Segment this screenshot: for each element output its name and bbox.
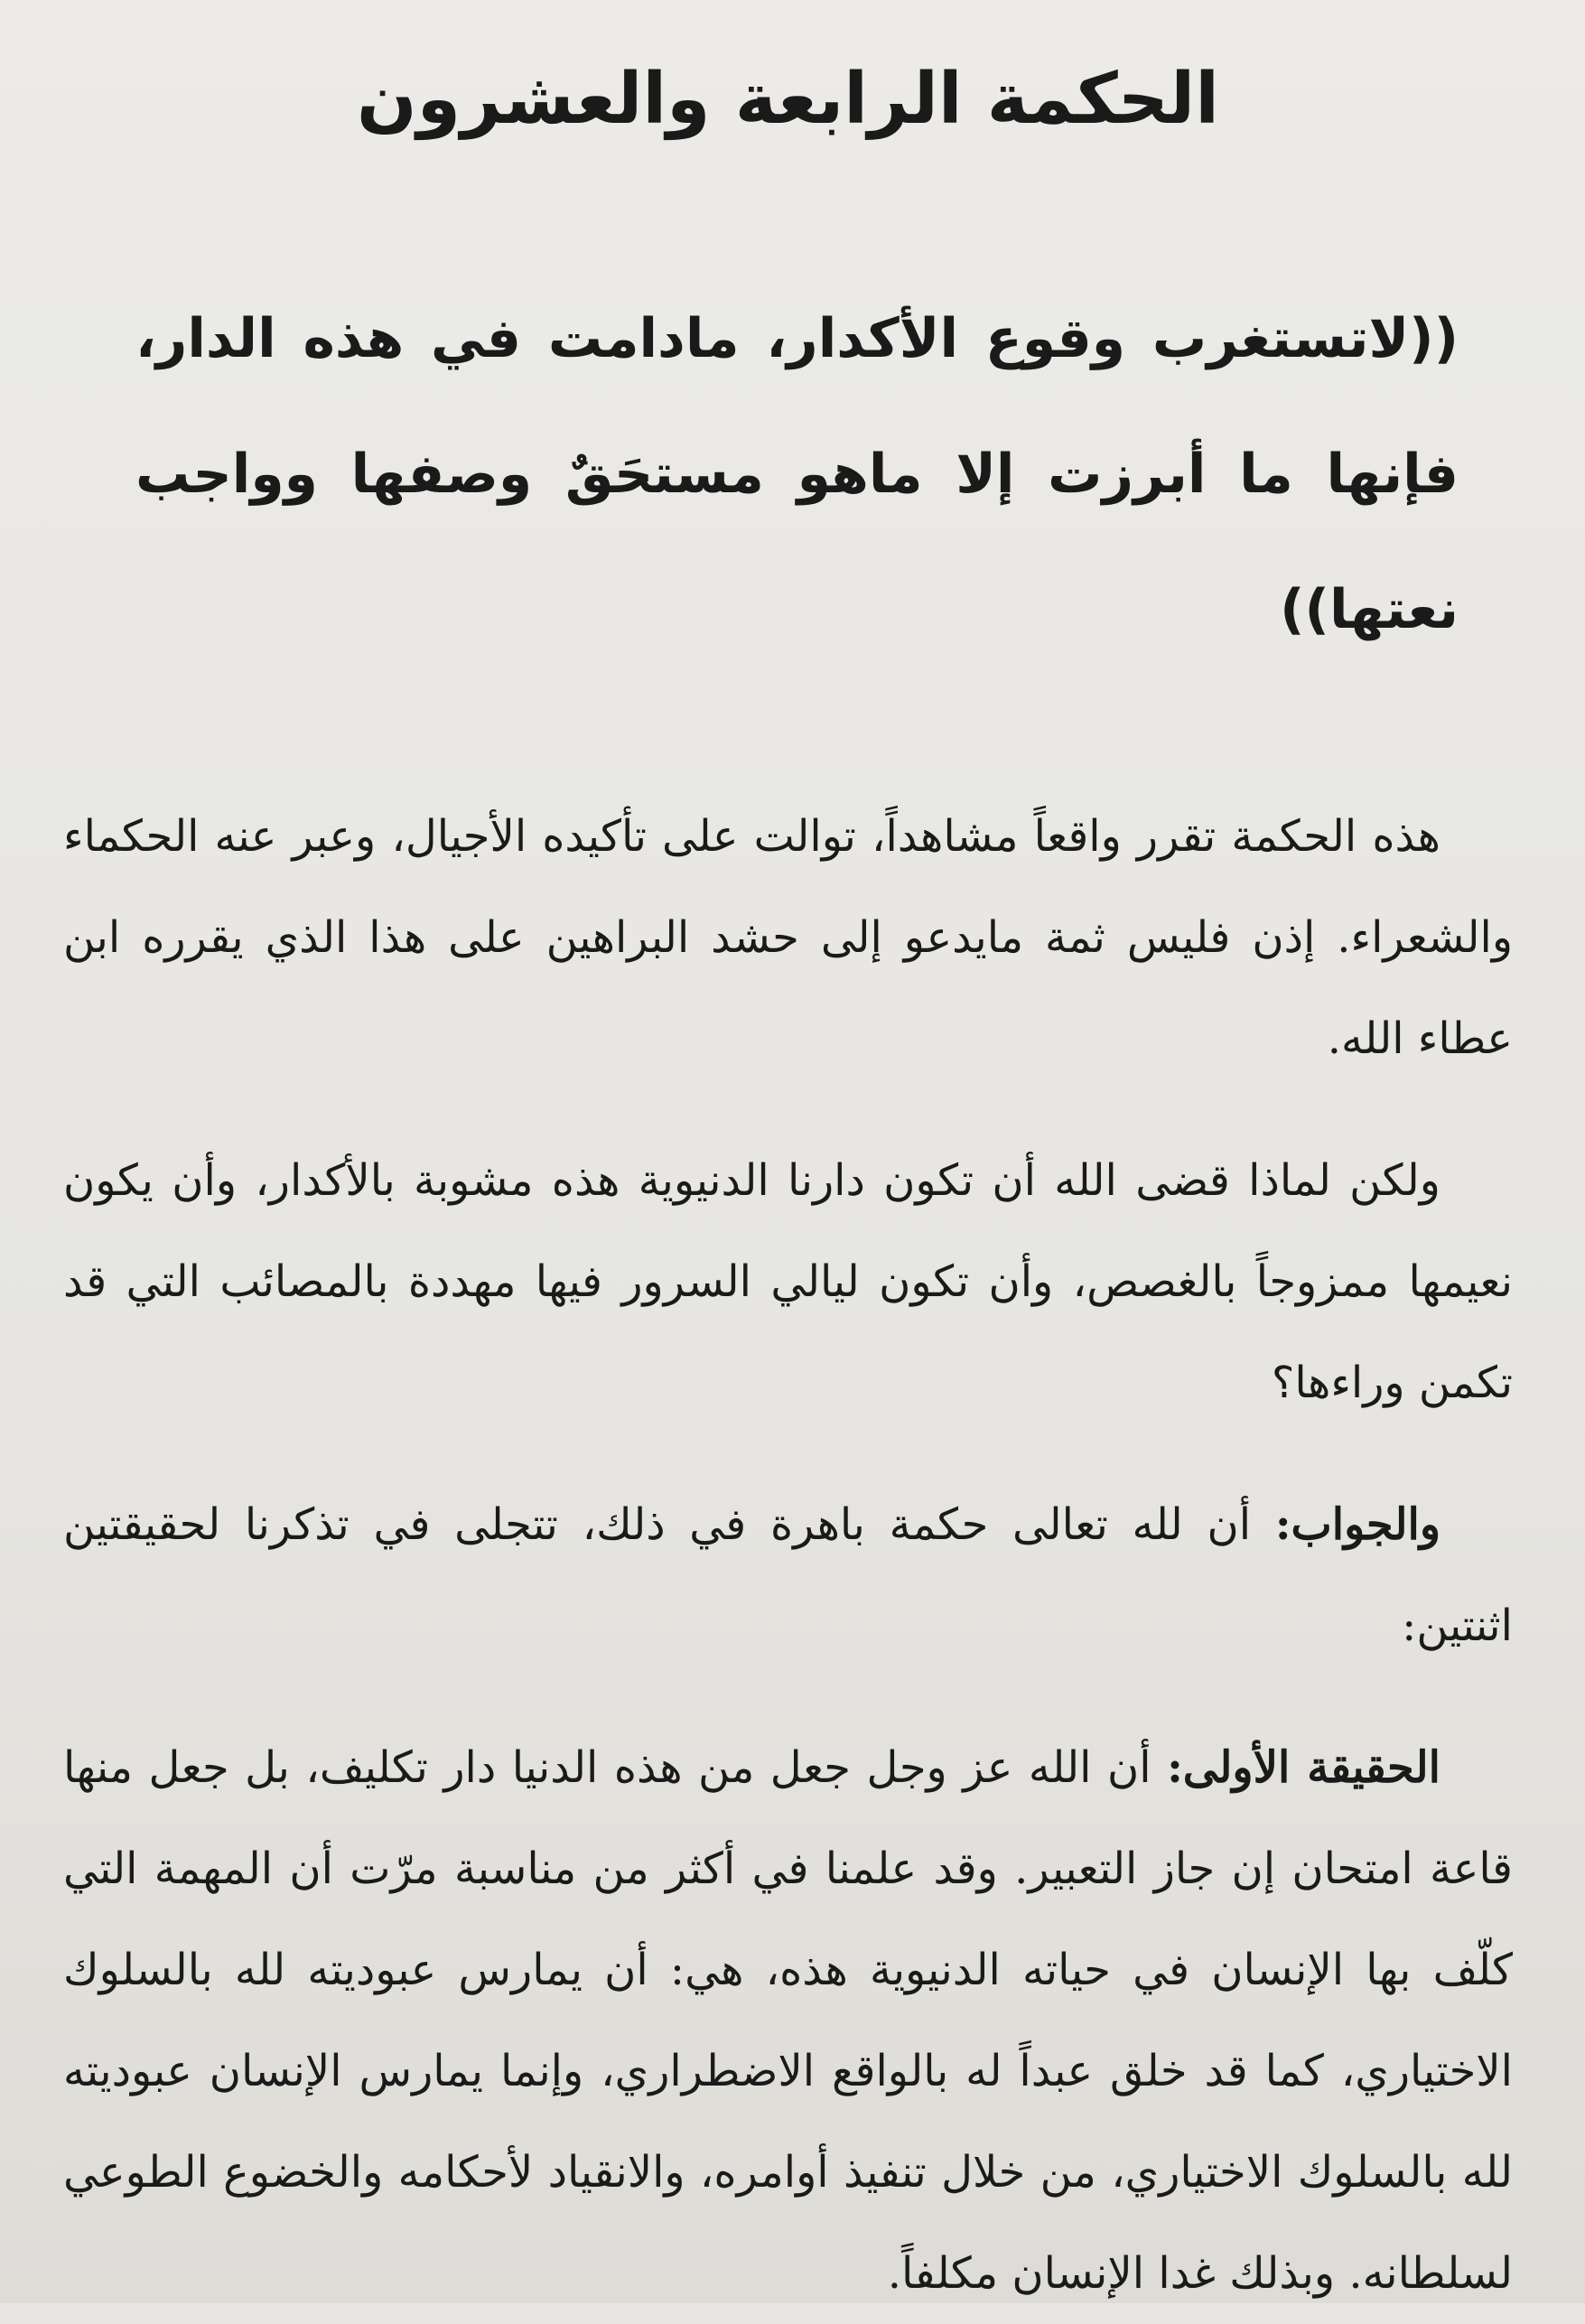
paragraph-4 — [63, 1717, 1513, 2324]
paragraph-4-text: أن الله عز وجل جعل من هذه الدنيا دار تكليف، بل جعل منها قاعة امتحان إن جاز التعبير. وقد علمنا في أكثر من مناسبة مرّت أن المهمة التي كلّف بها الإنسان في حياته الدنيوية هذه، هي: أن يمارس عبوديته لله بالسلوك الاختياري، كما قد خلق عبداً له بالواقع الاضطراري، وإنما يمارس الإنسان عبوديته لله بالسلوك الاختياري، من خلال تنفيذ أوامره، والانقياد لأحكامه والخضوع الطوعي لسلطانه. وبذلك غدا الإنسان مكلفاً. — [63, 1742, 1513, 2299]
chapter-title: الحكمة الرابعة والعشرون — [357, 59, 1219, 140]
quoted-aphorism: ((لاتستغرب وقوع الأكدار، مادامت في هذه الدار، فإنها ما أبرزت إلا ماهو مستحَقٌ وصفها وواجب نعتها)) — [135, 307, 1459, 641]
paragraph-3-text: أن لله تعالى حكمة باهرة في ذلك، تتجلى في تذكرنا لحقيقتين اثنتين: — [63, 1499, 1513, 1651]
answer-label: والجواب: — [1274, 1499, 1440, 1550]
paragraph-3 — [63, 1474, 1513, 1676]
paragraph-2: ولكن لماذا قضى الله أن تكون دارنا الدنيوية هذه مشوبة بالأكدار، وأن يكون نعيمها ممزوجاً بالغصص، وأن تكون ليالي السرور فيها مهددة بالمصائب التي قد تكمن وراءها؟ — [63, 1155, 1513, 1408]
first-truth-label: الحقيقة الأولى: — [1167, 1742, 1440, 1793]
paragraph-1: هذه الحكمة تقرر واقعاً مشاهداً، توالت على تأكيده الأجيال، وعبر عنه الحكماء والشعراء. إذن فليس ثمة مايدعو إلى حشد البراهين على هذا الذي يقرره ابن عطاء الله. — [63, 811, 1513, 1064]
